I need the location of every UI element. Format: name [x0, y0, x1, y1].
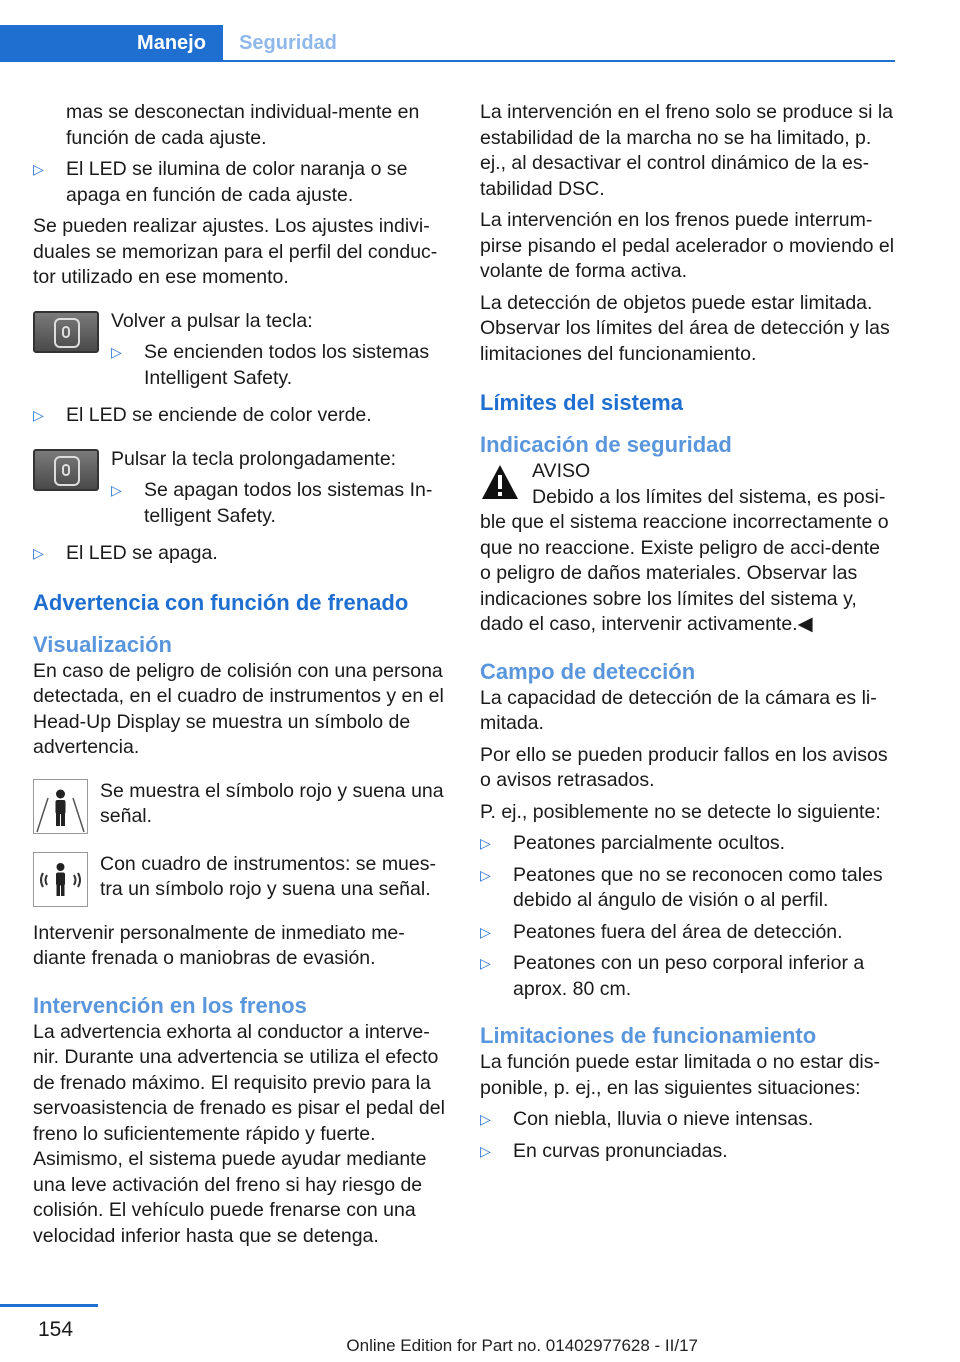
- list-item: [33, 541, 448, 567]
- paragraph: P. ej., posiblemente no se detecte lo siguiente:: [480, 800, 881, 823]
- list-item: [480, 1107, 895, 1133]
- symbol-description: Con cuadro de instrumentos: se mues-tra un símbolo rojo y suena una señal.: [100, 852, 436, 900]
- list-item: [480, 863, 895, 914]
- section-heading: Advertencia con función de frenado: [33, 589, 409, 615]
- list-item-text: Se apagan todos los sistemas In-telligent Safety.: [144, 479, 433, 527]
- warning-symbol-row: [33, 779, 448, 834]
- notice-text-first-line: Debido a los límites del sistema, es posi-: [532, 485, 886, 508]
- paragraph: La advertencia exhorta al conductor a interve-nir. Durante una advertencia se utiliza el efecto de frenado máximo. El requisito previo para la servoasistencia de frenado es pisar el pedal del freno lo suficientemente rápido y fuerte. Asimismo, el sistema puede ayudar mediante una leve activación del freno si hay riesgo de colisión. El vehículo puede frenarse con una velocidad inferior hasta que se detenga.: [33, 1020, 445, 1247]
- notice-text: ble que el sistema reaccione incorrectamente o que no reaccione. Existe peligro de acci-dente o peligro de daños materiales. Observar las indicaciones sobre los límites del sistema y, dado el caso, intervenir activamente.◀: [480, 511, 889, 635]
- subsection-heading: Indicación de seguridad: [480, 432, 732, 457]
- header-bar: [0, 0, 960, 62]
- key-instruction: [33, 309, 448, 398]
- list-item-text: Peatones parcialmente ocultos.: [513, 832, 786, 854]
- bullet-triangle-icon: ▷: [480, 866, 491, 883]
- list-item-text: Se encienden todos los sistemas Intelligent Safety.: [144, 341, 430, 389]
- tab-manejo[interactable]: Manejo: [120, 25, 223, 61]
- paragraph: La capacidad de detección de la cámara es li-mitada.: [480, 686, 877, 734]
- paragraph: La intervención en los frenos puede interrum-pirse pisando el pedal acelerador o moviendo el volante de forma activa.: [480, 209, 895, 282]
- paragraph: La detección de objetos puede estar limitada. Observar los límites del área de detección y las limitaciones del funcionamiento.: [480, 291, 890, 365]
- list-item-text: Peatones fuera del área de detección.: [513, 920, 843, 943]
- list-item: [480, 1139, 895, 1165]
- key-instruction: [33, 447, 448, 536]
- paragraph: La función puede estar limitada o no estar dis-ponible, p. ej., en las siguientes situaciones:: [480, 1051, 880, 1099]
- paragraph: Se pueden realizar ajustes. Los ajustes indivi-duales se memorizan para el perfil del conduc-tor utilizado en ese momento.: [33, 215, 438, 288]
- warning-triangle-icon: [480, 463, 520, 501]
- paragraph: Intervenir personalmente de inmediato me-diante frenada o maniobras de evasión.: [33, 921, 405, 969]
- list-item: [480, 920, 895, 946]
- list-item-text: Peatones que no se reconocen como tales debido al ángulo de visión o al perfil.: [513, 863, 883, 911]
- safety-key-icon: [33, 449, 99, 491]
- safety-notice: [480, 459, 895, 510]
- list-item: [33, 403, 448, 429]
- bullet-triangle-icon: ▷: [33, 545, 44, 561]
- subsection-heading: Intervención en los frenos: [33, 992, 307, 1018]
- subsection-heading: Campo de detección: [480, 658, 696, 684]
- subsection-heading: Limitaciones de funcionamiento: [480, 1023, 817, 1048]
- paragraph: Por ello se pueden producir fallos en los avisos o avisos retrasados.: [480, 743, 888, 791]
- bullet-triangle-icon: ▷: [480, 1111, 491, 1127]
- paragraph: mas se desconectan individual-mente en función de cada ajuste.: [66, 101, 420, 149]
- paragraph: La intervención en el freno solo se produce si la estabilidad de la marcha no se ha limitado, p. ej., al desactivar el control dinámico de la es-tabilidad DSC.: [480, 101, 894, 200]
- header-rule: [0, 60, 895, 62]
- pedestrian-warning-icon: [33, 779, 88, 834]
- list-item: [111, 478, 448, 529]
- bullet-triangle-icon: ▷: [33, 161, 44, 177]
- list-item-text: Con niebla, lluvia o nieve intensas.: [513, 1108, 814, 1130]
- pedestrian-alert-icon: [33, 852, 88, 907]
- bullet-triangle-icon: ▷: [111, 482, 122, 498]
- paragraph: En caso de peligro de colisión con una persona detectada, en el cuadro de instrumentos y en el Head-Up Display se muestra un símbolo de advertencia.: [33, 659, 444, 758]
- right-column: [480, 100, 895, 1170]
- page-number: 154: [38, 1318, 74, 1341]
- tab-seguridad[interactable]: Seguridad: [239, 32, 337, 54]
- bullet-triangle-icon: ▷: [480, 1142, 491, 1159]
- list-item-text: Peatones con un peso corporal inferior a aprox. 80 cm.: [513, 952, 865, 1000]
- bullet-triangle-icon: ▷: [480, 923, 491, 940]
- list-item: [111, 340, 448, 391]
- instruction-text: Pulsar la tecla prolongadamente:: [111, 447, 397, 470]
- bullet-triangle-icon: ▷: [480, 955, 491, 971]
- bullet-triangle-icon: ▷: [480, 835, 491, 851]
- list-item-text: En curvas pronunciadas.: [513, 1139, 728, 1162]
- list-item-text: El LED se apaga.: [66, 542, 218, 564]
- left-column: [33, 100, 448, 1255]
- bullet-triangle-icon: ▷: [33, 407, 44, 423]
- symbol-description: Se muestra el símbolo rojo y suena una señal.: [100, 779, 444, 827]
- notice-title: AVISO: [532, 460, 591, 482]
- list-item: [33, 157, 448, 208]
- edition-note: Online Edition for Part no. 01402977628 - II/17: [346, 1336, 698, 1355]
- footer-rule: [0, 1304, 98, 1307]
- header-tab-blank: [0, 25, 120, 61]
- warning-symbol-row: [33, 852, 448, 907]
- bullet-triangle-icon: ▷: [111, 344, 122, 360]
- section-heading: Límites del sistema: [480, 390, 683, 415]
- list-item-text: El LED se ilumina de color naranja o se apaga en función de cada ajuste.: [66, 158, 408, 206]
- safety-key-icon: [33, 311, 99, 353]
- subsection-heading: Visualización: [33, 631, 172, 657]
- list-item: [480, 951, 895, 1002]
- list-item-text: El LED se enciende de color verde.: [66, 404, 372, 426]
- list-item: [480, 831, 895, 857]
- instruction-text: Volver a pulsar la tecla:: [111, 309, 313, 332]
